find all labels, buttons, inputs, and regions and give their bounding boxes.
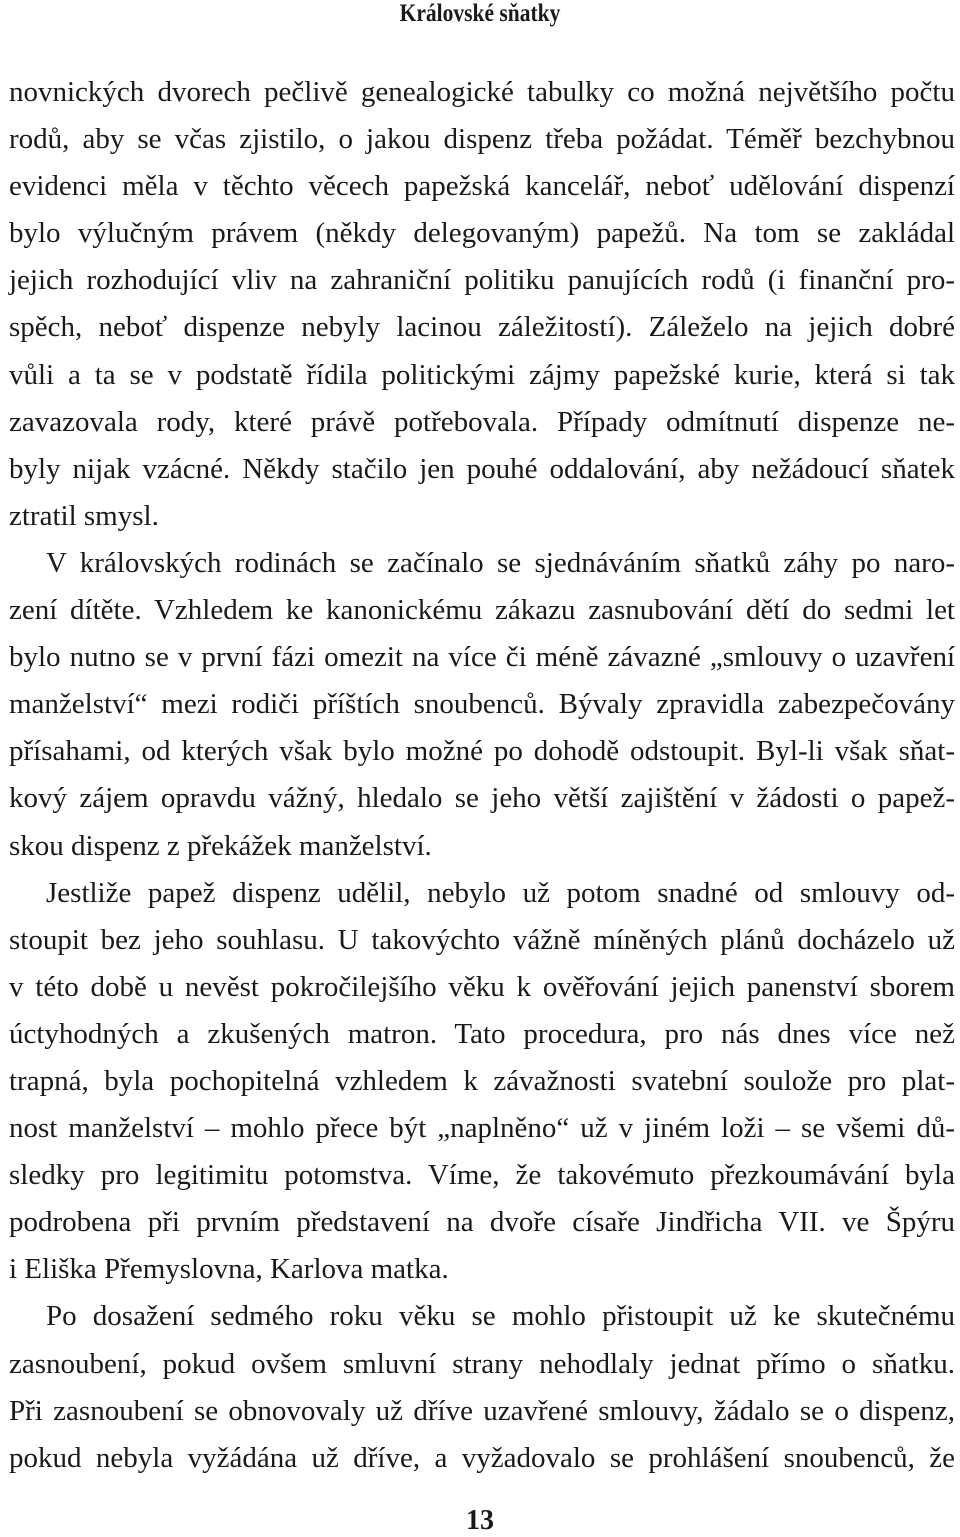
text-line: podrobena při prvním představení na dvoře císaře Jindřicha VII. ve Špýru	[9, 1206, 955, 1239]
text-line: skou dispenz z překážek manželství.	[9, 829, 432, 862]
text-line: nost manželství – mohlo přece být „naplněno“ už v jiném loži – se všemi dů-	[9, 1112, 955, 1145]
text-line: Jestliže papež dispenz udělil, nebylo už potom snadné od smlouvy od-	[46, 876, 955, 909]
text-line: zasnoubení, pokud ovšem smluvní strany nehodlaly jednat přímo o sňatku.	[9, 1347, 955, 1380]
text-line: úctyhodných a zkušených matron. Tato procedura, pro nás dnes více než	[9, 1017, 955, 1050]
text-line: rodů, aby se včas zjistilo, o jakou dispenz třeba požádat. Téměř bezchybnou	[9, 123, 955, 156]
text-line: spěch, neboť dispenze nebyly lacinou záležitostí). Záleželo na jejich dobré	[9, 311, 955, 344]
running-header: Královské sňatky	[399, 0, 561, 27]
text-line: jejich rozhodující vliv na zahraniční politiku panujících rodů (i finanční pro-	[9, 264, 955, 297]
text-line: manželství“ mezi rodiči příštích snoubenců. Bývaly zpravidla zabezpečovány	[9, 688, 955, 721]
text-line: zení dítěte. Vzhledem ke kanonickému zákazu zasnubování dětí do sedmi let	[9, 594, 955, 627]
text-line: V královských rodinách se začínalo se sjednáváním sňatků záhy po naro-	[46, 546, 955, 579]
text-line: trapná, byla pochopitelná vzhledem k závažnosti svatební soulože pro plat-	[9, 1064, 955, 1097]
text-line: novnických dvorech pečlivě genealogické tabulky co možná největšího počtu	[9, 76, 955, 108]
text-line: vůli a ta se v podstatě řídila politickými zájmy papežské kurie, která si tak	[9, 358, 955, 391]
text-line: byly nijak vzácné. Někdy stačilo jen pouhé oddalování, aby nežádoucí sňatek	[9, 452, 955, 485]
text-line: bylo výlučným právem (někdy delegovaným) papežů. Na tom se zakládal	[9, 217, 955, 250]
page-number: 13	[466, 1505, 494, 1536]
text-line: v této době u nevěst pokročilejšího věku k ověřování jejich panenství sborem	[9, 970, 955, 1003]
text-line: pokud nebyla vyžádána už dříve, a vyžadovalo se prohlášení snoubenců, že	[9, 1441, 955, 1474]
text-line: Po dosažení sedmého roku věku se mohlo přistoupit už ke skutečnému	[46, 1300, 955, 1333]
text-line: i Eliška Přemyslovna, Karlova matka.	[9, 1253, 449, 1286]
text-line: ztratil smysl.	[9, 499, 159, 532]
text-line: stoupit bez jeho souhlasu. U takovýchto vážně míněných plánů docházelo už	[9, 923, 955, 956]
text-line: evidenci měla v těchto věcech papežská kancelář, neboť udělování dispenzí	[9, 170, 955, 203]
text-line: sledky pro legitimitu potomstva. Víme, že takovémuto přezkoumávání byla	[9, 1159, 955, 1192]
text-line: zavazovala rody, které právě potřebovala. Případy odmítnutí dispenze ne-	[9, 405, 955, 438]
text-line: Při zasnoubení se obnovovaly už dříve uzavřené smlouvy, žádalo se o dispenz,	[9, 1394, 955, 1427]
text-line: kový zájem opravdu vážný, hledalo se jeho větší zajištění v žádosti o papež-	[9, 782, 955, 815]
text-line: bylo nutno se v první fázi omezit na více či méně závazné „smlouvy o uzavření	[9, 641, 955, 674]
body-text	[9, 69, 955, 1482]
text-line: přísahami, od kterých však bylo možné po dohodě odstoupit. Byl-li však sňat-	[9, 735, 955, 768]
